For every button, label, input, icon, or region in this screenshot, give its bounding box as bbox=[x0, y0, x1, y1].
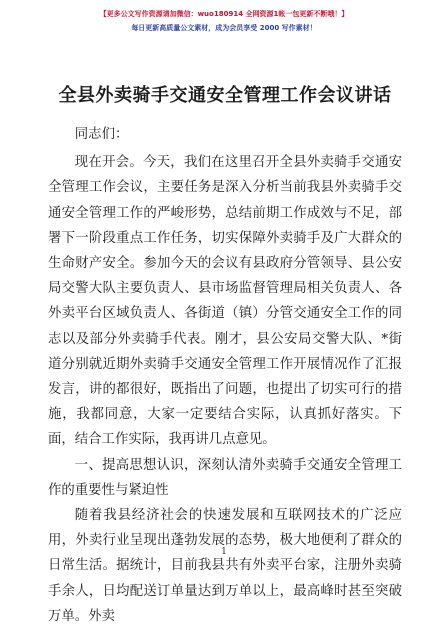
document-body bbox=[48, 72, 402, 629]
paragraph-background: 随着我县经济社会的快速发展和互联网技术的广泛应用，外卖行业呈现出蓬勃发展的态势，极大地便利了群众的日常生活。据统计，目前我县共有外卖平台家，注册外卖骑手余人，日均配送订单量达到万单以上，最高峰时甚至突破万单。外卖 bbox=[48, 508, 402, 624]
document-title: 全县外卖骑手交通安全管理工作会议讲话 bbox=[58, 85, 392, 106]
salutation: 同志们： bbox=[74, 127, 129, 142]
promo-banner-line-1: 【更多公文写作资源请加微信：wuo180914 全网资源1帐一包更新不断哦！】 bbox=[99, 10, 349, 18]
promo-banner bbox=[0, 9, 448, 33]
promo-banner-line-2: 每日更新高质量公文素材，成为会员享受 2000 写作素材！ bbox=[131, 24, 317, 32]
page-number: 1 bbox=[221, 547, 227, 557]
section-heading-1: 一、提高思想认识，深刻认清外卖骑手交通安全管理工作的重要性与紧迫性 bbox=[48, 457, 402, 498]
paragraph-opening: 现在开会。今天，我们在这里召开全县外卖骑手交通安全管理工作会议，主要任务是深入分析当前我县外卖骑手交通安全管理工作的严峻形势，总结前期工作成效与不足，部署下一阶段重点工作任务，切实保障外卖骑手及广大群众的生命财产安全。参加今天的会议有县政府分管领导、县公安局交警大队主要负责人、县市场监督管理局相关负责人、各外卖平台区域负责人、各街道（镇）分管交通安全工作的同志以及部分外卖骑手代表。刚才，县公安局交警大队、*街道分别就近期外卖骑手交通安全管理工作开展情况作了汇报发言，讲的都很好，既指出了问题，也提出了切实可行的措施，我都同意，大家一定要结合实际，认真抓好落实。下面，结合工作实际，我再讲几点意见。 bbox=[48, 155, 402, 448]
